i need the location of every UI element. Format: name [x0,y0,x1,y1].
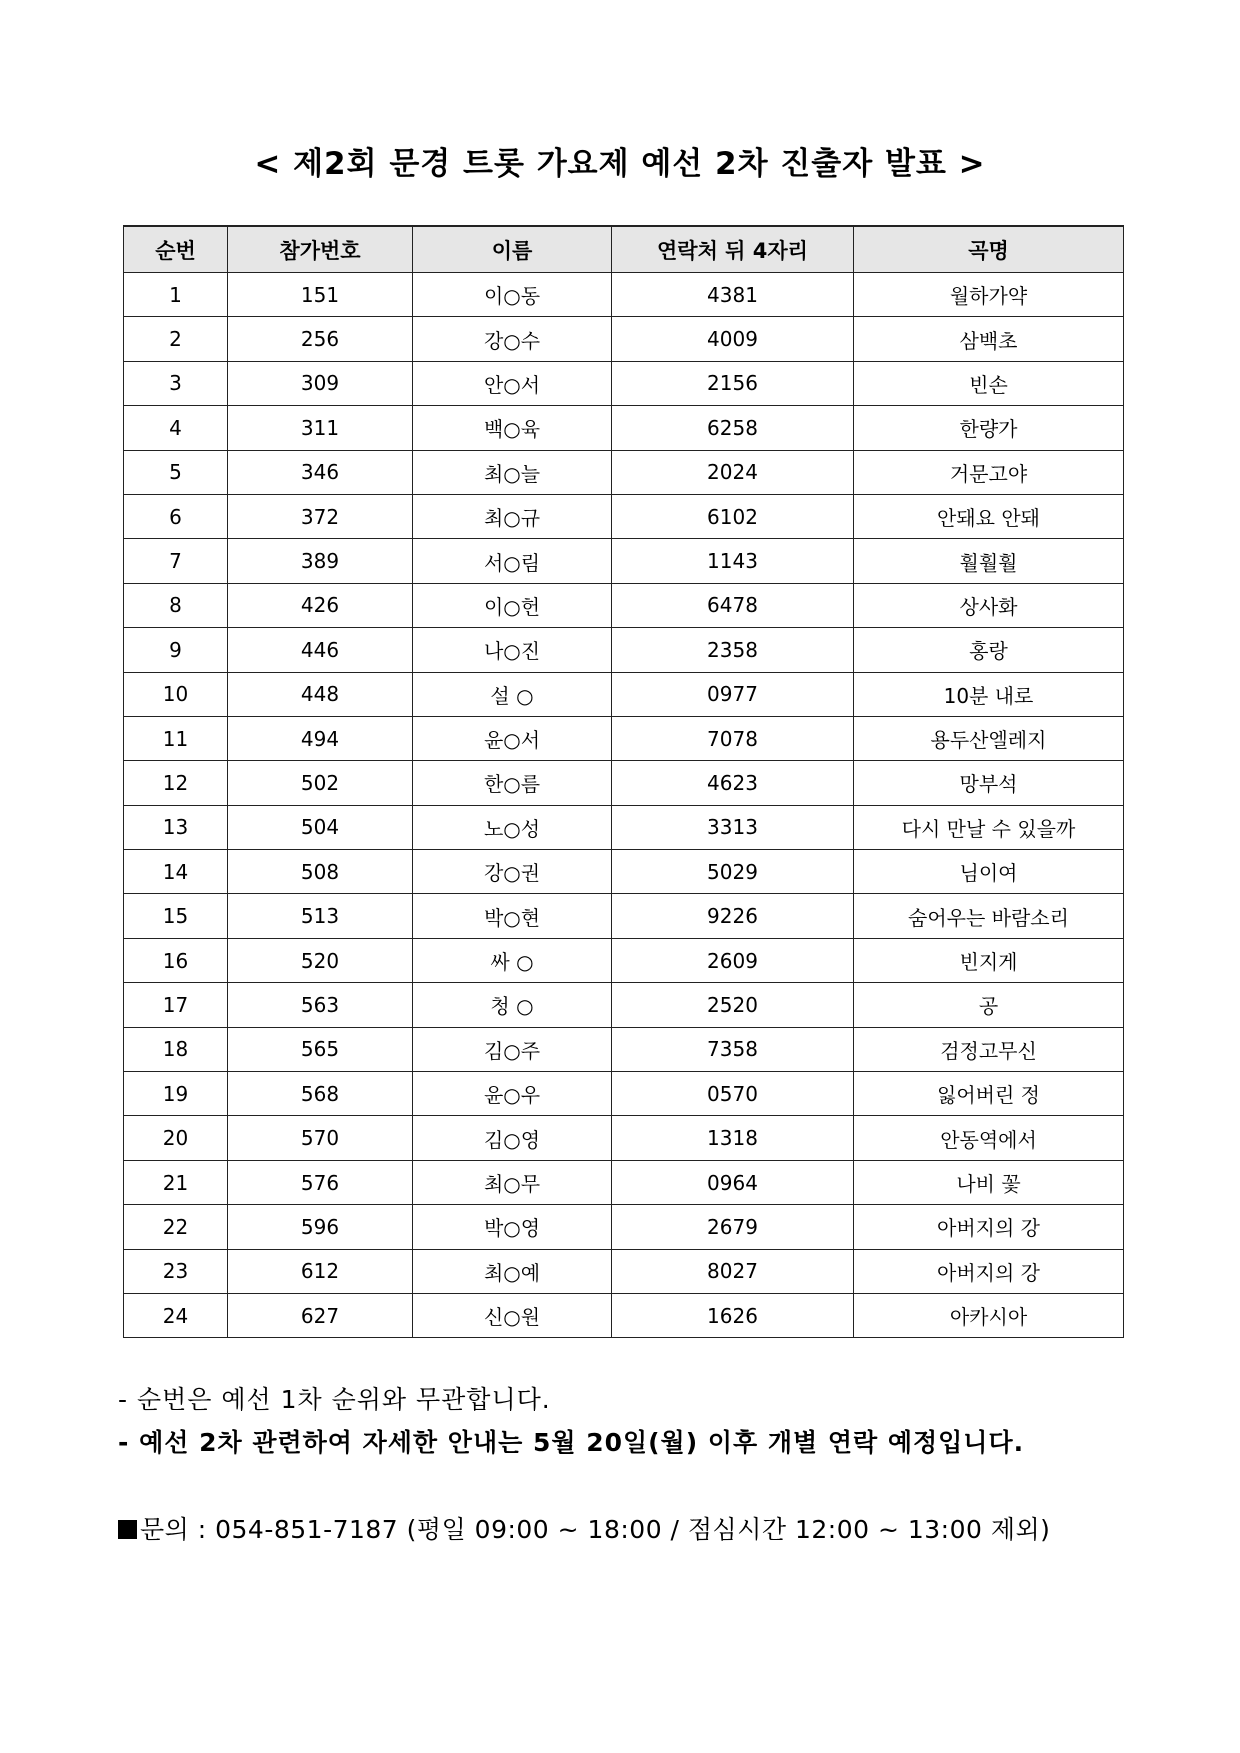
table-row [124,716,1124,760]
cell-phone-last4: 6258 [612,406,854,450]
cell-song-title: 숨어우는 바람소리 [854,894,1124,938]
table-row [124,850,1124,894]
cell-name: 윤○서 [413,716,612,760]
cell-order: 13 [124,805,228,849]
cell-phone-last4: 5029 [612,850,854,894]
cell-order: 22 [124,1205,228,1249]
cell-song-title: 한량가 [854,406,1124,450]
square-bullet-icon [118,1520,137,1539]
cell-song-title: 홍랑 [854,628,1124,672]
cell-phone-last4: 4381 [612,273,854,317]
cell-order: 6 [124,494,228,538]
cell-entry-number: 612 [228,1249,413,1293]
cell-order: 8 [124,583,228,627]
cell-order: 5 [124,450,228,494]
cell-order: 16 [124,938,228,982]
table-row [124,672,1124,716]
cell-phone-last4: 0964 [612,1160,854,1204]
cell-order: 23 [124,1249,228,1293]
cell-entry-number: 372 [228,494,413,538]
cell-song-title: 다시 만날 수 있을까 [854,805,1124,849]
cell-phone-last4: 0570 [612,1072,854,1116]
cell-song-title: 월하가약 [854,273,1124,317]
finalists-table [123,225,1124,1338]
column-header-order: 순번 [124,226,228,273]
table-row [124,583,1124,627]
cell-song-title: 공 [854,983,1124,1027]
contact-info [118,1510,1050,1546]
cell-phone-last4: 7358 [612,1027,854,1071]
cell-order: 9 [124,628,228,672]
contact-text: 문의 : 054-851-7187 (평일 09:00 ~ 18:00 / 점심시간 12:00 ~ 13:00 제외) [140,1515,1051,1544]
cell-entry-number: 346 [228,450,413,494]
cell-entry-number: 627 [228,1293,413,1337]
cell-name: 최○무 [413,1160,612,1204]
table-row [124,1205,1124,1249]
table-row [124,1072,1124,1116]
cell-song-title: 아카시아 [854,1293,1124,1337]
cell-order: 14 [124,850,228,894]
cell-name: 나○진 [413,628,612,672]
cell-name: 강○권 [413,850,612,894]
cell-name: 신○원 [413,1293,612,1337]
table-row [124,450,1124,494]
cell-name: 김○주 [413,1027,612,1071]
cell-phone-last4: 6478 [612,583,854,627]
cell-order: 7 [124,539,228,583]
cell-song-title: 훨훨훨 [854,539,1124,583]
cell-phone-last4: 4009 [612,317,854,361]
cell-order: 18 [124,1027,228,1071]
cell-order: 24 [124,1293,228,1337]
cell-phone-last4: 2609 [612,938,854,982]
table-row [124,317,1124,361]
table-row [124,539,1124,583]
column-header-song-title: 곡명 [854,226,1124,273]
cell-order: 11 [124,716,228,760]
page-title: < 제2회 문경 트롯 가요제 예선 2차 진출자 발표 > [254,146,986,182]
cell-song-title: 나비 꽃 [854,1160,1124,1204]
cell-name: 청 ○ [413,983,612,1027]
cell-entry-number: 520 [228,938,413,982]
cell-name: 한○름 [413,761,612,805]
table-row [124,1116,1124,1160]
cell-entry-number: 151 [228,273,413,317]
table-row [124,1293,1124,1337]
cell-song-title: 거문고야 [854,450,1124,494]
cell-order: 1 [124,273,228,317]
cell-song-title: 잃어버린 정 [854,1072,1124,1116]
cell-name: 백○육 [413,406,612,450]
table-row [124,805,1124,849]
cell-song-title: 망부석 [854,761,1124,805]
cell-song-title: 안돼요 안돼 [854,494,1124,538]
cell-name: 싸 ○ [413,938,612,982]
cell-name: 최○규 [413,494,612,538]
cell-order: 10 [124,672,228,716]
cell-entry-number: 570 [228,1116,413,1160]
table-row [124,406,1124,450]
cell-entry-number: 508 [228,850,413,894]
note-order-unrelated: - 순번은 예선 1차 순위와 무관합니다. [118,1385,551,1414]
cell-order: 21 [124,1160,228,1204]
cell-entry-number: 446 [228,628,413,672]
cell-phone-last4: 8027 [612,1249,854,1293]
cell-entry-number: 311 [228,406,413,450]
cell-phone-last4: 9226 [612,894,854,938]
cell-song-title: 님이여 [854,850,1124,894]
table-row [124,361,1124,405]
cell-song-title: 안동역에서 [854,1116,1124,1160]
table-row [124,1160,1124,1204]
cell-phone-last4: 2156 [612,361,854,405]
cell-name: 이○동 [413,273,612,317]
column-header-phone-last4: 연락처 뒤 4자리 [612,226,854,273]
column-header-entry-number: 참가번호 [228,226,413,273]
cell-name: 이○헌 [413,583,612,627]
cell-entry-number: 309 [228,361,413,405]
cell-song-title: 빈손 [854,361,1124,405]
cell-entry-number: 502 [228,761,413,805]
cell-phone-last4: 2520 [612,983,854,1027]
cell-phone-last4: 6102 [612,494,854,538]
cell-song-title: 검정고무신 [854,1027,1124,1071]
table-row [124,761,1124,805]
cell-entry-number: 563 [228,983,413,1027]
cell-phone-last4: 2358 [612,628,854,672]
cell-entry-number: 596 [228,1205,413,1249]
cell-name: 강○수 [413,317,612,361]
table-header-row [124,226,1124,273]
cell-order: 3 [124,361,228,405]
cell-name: 안○서 [413,361,612,405]
cell-phone-last4: 0977 [612,672,854,716]
cell-phone-last4: 1143 [612,539,854,583]
cell-order: 19 [124,1072,228,1116]
table-row [124,628,1124,672]
cell-name: 윤○우 [413,1072,612,1116]
table-row [124,938,1124,982]
cell-phone-last4: 3313 [612,805,854,849]
cell-entry-number: 504 [228,805,413,849]
table-row [124,1027,1124,1071]
cell-entry-number: 256 [228,317,413,361]
cell-phone-last4: 4623 [612,761,854,805]
cell-name: 박○현 [413,894,612,938]
table-row [124,1249,1124,1293]
cell-order: 2 [124,317,228,361]
cell-entry-number: 576 [228,1160,413,1204]
cell-order: 20 [124,1116,228,1160]
cell-entry-number: 426 [228,583,413,627]
cell-order: 15 [124,894,228,938]
cell-phone-last4: 2024 [612,450,854,494]
cell-song-title: 삼백초 [854,317,1124,361]
cell-entry-number: 448 [228,672,413,716]
cell-name: 최○늘 [413,450,612,494]
cell-song-title: 아버지의 강 [854,1249,1124,1293]
cell-phone-last4: 7078 [612,716,854,760]
cell-song-title: 상사화 [854,583,1124,627]
cell-entry-number: 513 [228,894,413,938]
cell-phone-last4: 1626 [612,1293,854,1337]
cell-name: 박○영 [413,1205,612,1249]
cell-name: 서○림 [413,539,612,583]
table-row [124,273,1124,317]
cell-entry-number: 494 [228,716,413,760]
cell-name: 최○예 [413,1249,612,1293]
note-contact-schedule: - 예선 2차 관련하여 자세한 안내는 5월 20일(월) 이후 개별 연락 예정입니다. [118,1428,1025,1457]
cell-name: 노○성 [413,805,612,849]
cell-song-title: 용두산엘레지 [854,716,1124,760]
table-row [124,983,1124,1027]
cell-name: 김○영 [413,1116,612,1160]
cell-entry-number: 568 [228,1072,413,1116]
cell-order: 17 [124,983,228,1027]
cell-phone-last4: 2679 [612,1205,854,1249]
cell-name: 설 ○ [413,672,612,716]
cell-song-title: 10분 내로 [854,672,1124,716]
column-header-name: 이름 [413,226,612,273]
table-row [124,894,1124,938]
cell-order: 4 [124,406,228,450]
cell-entry-number: 565 [228,1027,413,1071]
table-row [124,494,1124,538]
cell-entry-number: 389 [228,539,413,583]
cell-song-title: 빈지게 [854,938,1124,982]
cell-order: 12 [124,761,228,805]
cell-phone-last4: 1318 [612,1116,854,1160]
cell-song-title: 아버지의 강 [854,1205,1124,1249]
